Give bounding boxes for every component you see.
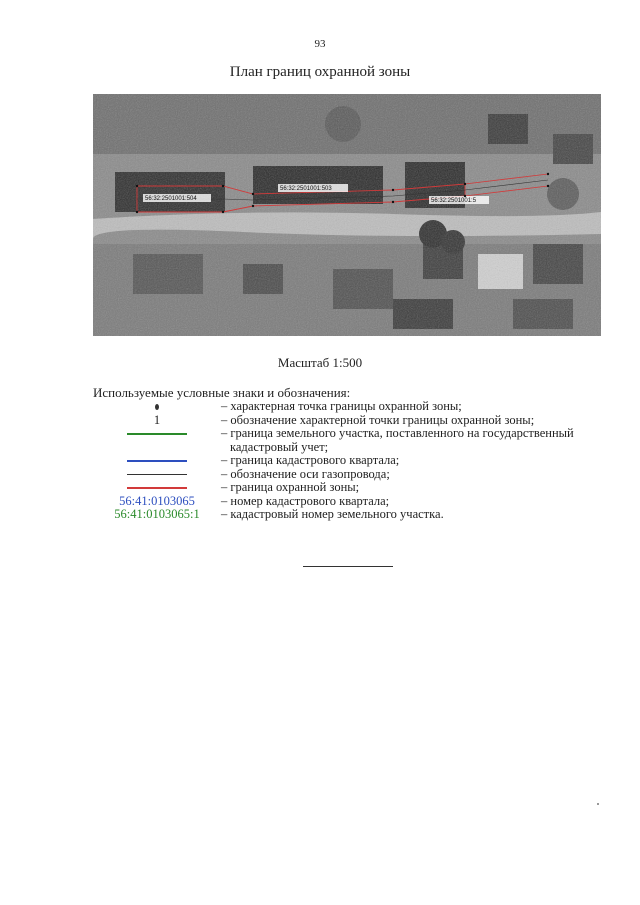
point-number-sample: 1 [153, 412, 161, 427]
legend-item-point: – характерная точка границы охранной зоны; [93, 400, 613, 414]
page-title: План границ охранной зоны [229, 64, 411, 80]
parcel-label-right: 56:32:2501001:5 [431, 198, 477, 204]
map-scale: Масштаб 1:500 [277, 355, 363, 370]
blue-line-icon [127, 460, 187, 462]
parcel-label-left: 56:32:2501001:504 [145, 196, 197, 202]
scan-speck [597, 803, 599, 805]
legend-heading: Используемые условные знаки и обозначения: [93, 385, 351, 400]
legend [93, 400, 613, 522]
parcel-label-mid: 56:32:2501001:503 [280, 186, 332, 192]
green-line-icon [127, 433, 187, 435]
legend-item-zone-boundary: – граница охранной зоны; [93, 481, 613, 495]
quarter-number-sample: 56:41:0103065 [119, 493, 195, 508]
page-number: 93 [314, 38, 326, 50]
parcel-number-sample: 56:41:0103065:1 [114, 507, 200, 521]
legend-item-quarter-number: 56:41:0103065 – номер кадастрового квартала; [119, 493, 390, 508]
point-marker-icon [155, 404, 159, 410]
legend-item-parcel-boundary: – граница земельного участка, поставленного на государственный [93, 427, 613, 441]
black-line-icon [127, 474, 187, 475]
legend-item-quarter-boundary: – граница кадастрового квартала; [93, 454, 613, 468]
legend-item-parcel-boundary-cont: кадастровый учет; [230, 439, 329, 454]
red-line-icon [127, 487, 187, 489]
legend-item-parcel-number: 56:41:0103065:1 – кадастровый номер земельного участка. [114, 507, 444, 521]
footer-rule [303, 566, 393, 567]
aerial-map-image [93, 94, 601, 336]
legend-item-gas-axis: – обозначение оси газопровода; [93, 468, 613, 482]
legend-item-point-label: 1 – обозначение характерной точки границы охранной зоны; [153, 412, 535, 427]
